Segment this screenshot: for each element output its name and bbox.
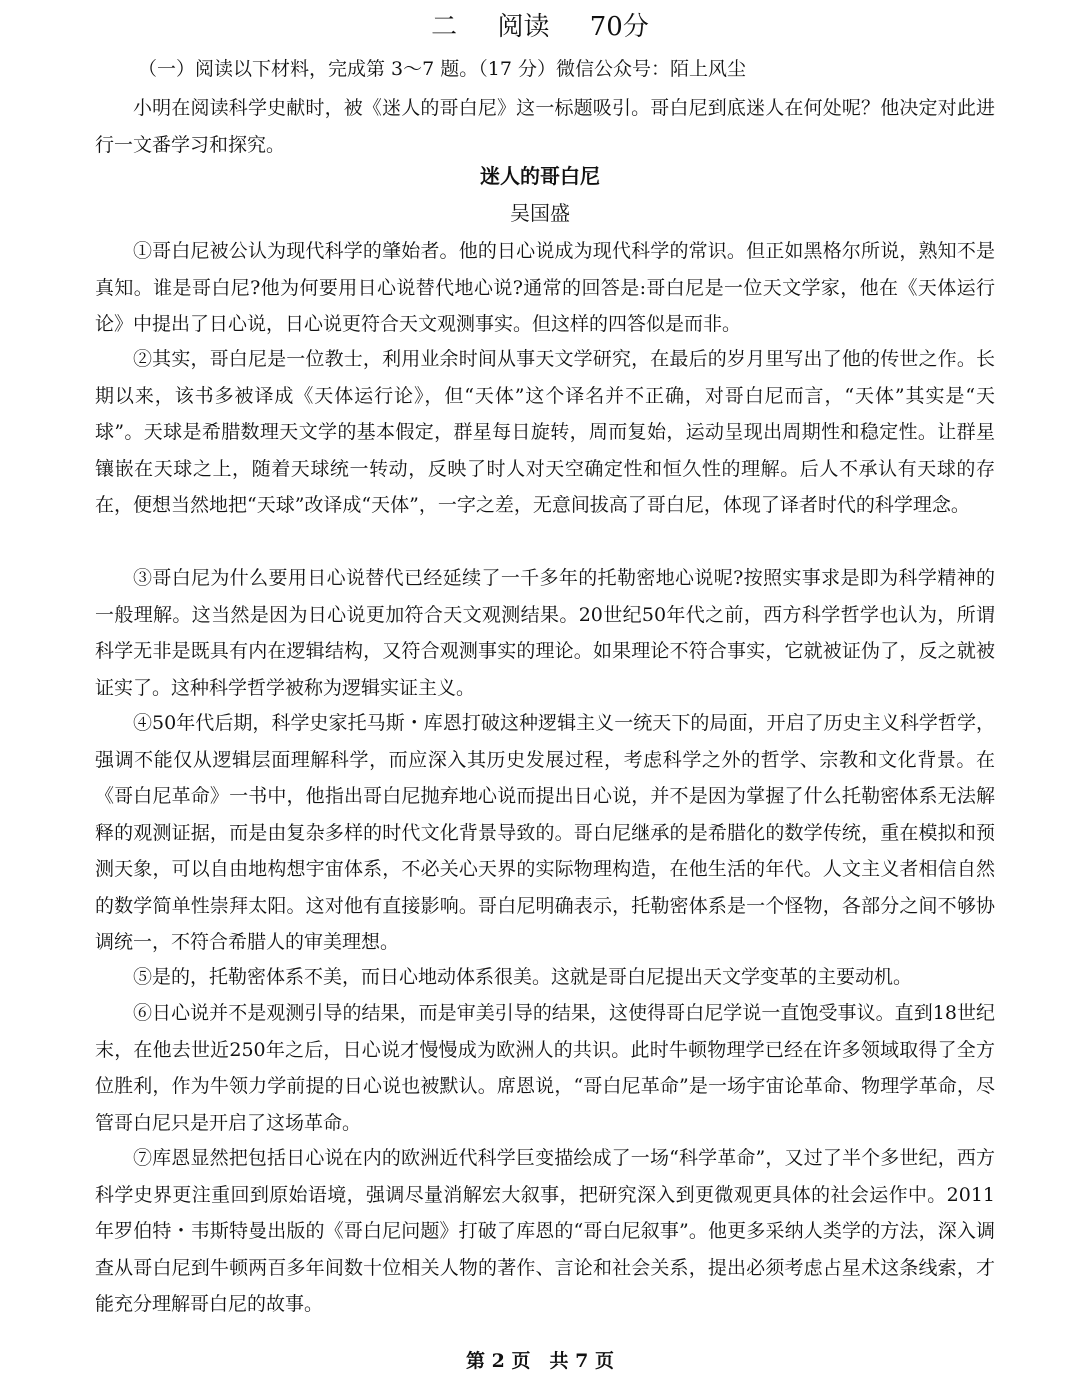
- reading-instruction: （一）阅读以下材料，完成第 3～7 题。（17 分）微信公众号：陌上风尘: [138, 58, 746, 80]
- article-paragraph-2: ②其实，哥白尼是一位教士，利用业余时间从事天文学研究，在最后的岁月里写出了他的传世之作。长期以来，该书多被译成《天体运行论》，但“天体”这个译名并不正确，对哥白尼而言，“天体”其实是“天球”。天球是希腊数理天文学的基本假定，群星每日旋转，周而复始，运动呈现出周期性和稳定性。让群星镶嵌在天球之上，随着天球统一转动，反映了时人对天空确定性和恒久性的理解。后人不承认有天球的存在，便想当然地把“天球”改译成“天体”，一字之差，无意间拔高了哥白尼，体现了译者时代的科学理念。: [95, 348, 995, 516]
- article-author: 吴国盛: [510, 201, 570, 225]
- article-title: 迷人的哥白尼: [480, 164, 600, 188]
- section-score: 70分: [589, 12, 649, 42]
- section-number: 二: [431, 12, 458, 42]
- article-paragraph-4: ④50年代后期，科学史家托马斯・库恩打破这种逻辑主义一统天下的局面，开启了历史主义科学哲学，强调不能仅从逻辑层面理解科学，而应深入其历史发展过程，考虑科学之外的哲学、宗教和文化背景。在《哥白尼革命》一书中，他指出哥白尼抛弃地心说而提出日心说，并不是因为掌握了什么托勒密体系无法解释的观测证据，而是由复杂多样的时代文化背景导致的。哥白尼继承的是希腊化的数学传统，重在模拟和预测天象，可以自由地构想宇宙体系，不必关心天界的实际物理构造，在他生活的年代。人文主义者相信自然的数学简单性崇拜太阳。这对他有直接影响。哥白尼明确表示，托勒密体系是一个怪物，各部分之间不够协调统一，不符合希腊人的审美理想。: [95, 712, 995, 953]
- article-paragraph-1: ①哥白尼被公认为现代科学的肇始者。他的日心说成为现代科学的常识。但正如黑格尔所说，熟知不是真知。谁是哥白尼?他为何要用日心说替代地心说?通常的回答是:哥白尼是一位天文学家，他在《天体运行论》中提出了日心说，日心说更符合天文观测事实。但这样的四答似是而非。: [95, 240, 995, 335]
- section-name: 阅读: [497, 12, 550, 42]
- section-heading: [0, 6, 1080, 43]
- page-footer: 第 2 页 共 7 页: [466, 1350, 614, 1372]
- article-paragraph-6: ⑥日心说并不是观测引导的结果，而是审美引导的结果，这使得哥白尼学说一直饱受事议。直到18世纪末，在他去世近250年之后，日心说才慢慢成为欧洲人的共识。此时牛顿物理学已经在许多领域取得了全方位胜利，作为牛领力学前提的日心说也被默认。席恩说，“哥白尼革命”是一场宇宙论革命、物理学革命，尽管哥白尼只是开启了这场革命。: [95, 1002, 995, 1134]
- article-paragraph-5: ⑤是的，托勒密体系不美，而日心地动体系很美。这就是哥白尼提出天文学变革的主要动机。: [133, 966, 913, 988]
- article-paragraph-7: ⑦库恩显然把包括日心说在内的欧洲近代科学巨变描绘成了一场“科学革命”，又过了半个多世纪，西方科学史界更注重回到原始语境，强调尽量消解宏大叙事，把研究深入到更微观更具体的社会运作中。2011年罗伯特・韦斯特曼出版的《哥白尼问题》打破了库恩的“哥白尼叙事”。他更多采纳人类学的方法，深入调查从哥白尼到牛顿两百多年间数十位相关人物的著作、言论和社会关系，提出必须考虑占星术这条线索，才能充分理解哥白尼的故事。: [95, 1147, 995, 1315]
- intro-paragraph: 小明在阅读科学史献时，被《迷人的哥白尼》这一标题吸引。哥白尼到底迷人在何处呢？他决定对此进行一文番学习和探究。: [95, 97, 995, 156]
- article-paragraph-3: ③哥白尼为什么要用日心说替代已经延续了一千多年的托勒密地心说呢?按照实事求是即为科学精神的一般理解。这当然是因为日心说更加符合天文观测结果。20世纪50年代之前，西方科学哲学也认为，所谓科学无非是既具有内在逻辑结构，又符合观测事实的理论。如果理论不符合事实，它就被证伪了，反之就被证实了。这种科学哲学被称为逻辑实证主义。: [95, 567, 995, 699]
